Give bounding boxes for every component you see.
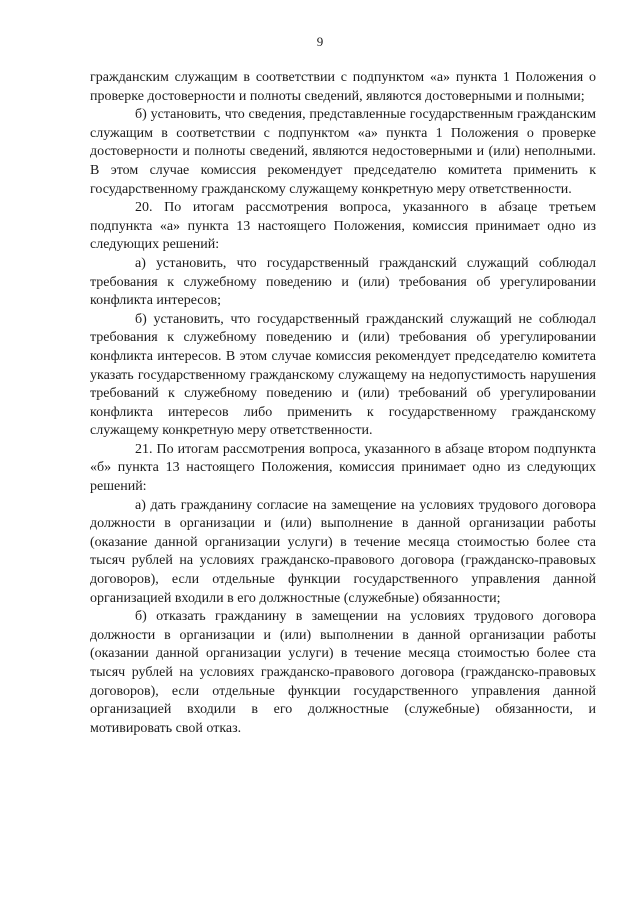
paragraph: б) отказать гражданину в замещении на условиях трудового договора должности в организации и (или) выполнении в данной организации работы (оказании данной организации услуги) в течение месяца стоимостью более ста тысяч рублей на условиях гражданско-правового договора (гражданско-правовых договоров), если отдельные функции государственного управления данной организацией входили в его должностные (служебные) обязанности, и мотивировать свой отказ. [90, 609, 596, 736]
paragraph: б) установить, что государственный гражданский служащий не соблюдал требования к служебному поведению и (или) требования об урегулировании конфликта интересов. В этом случае комиссия рекомендует председателю комитета указать государственному гражданскому служащему на недопустимость нарушения требований к служебному поведению и (или) требований об урегулировании конфликта интересов либо применить к государственному гражданскому служащему конкретную меру ответственности. [90, 311, 596, 439]
page-number: 9 [316, 34, 324, 49]
paragraph: а) дать гражданину согласие на замещение на условиях трудового договора должности в организации и (или) выполнение в данной организации работы (оказание данной организации услуги) в течение месяца стоимостью более ста тысяч рублей на условиях гражданско-правового договора (гражданско-правовых договоров), если отдельные функции государственного управления данной организацией входили в его должностные (служебные) обязанности; [90, 497, 596, 606]
paragraph: а) установить, что государственный гражданский служащий соблюдал требования к служебному поведению и (или) требования об урегулировании конфликта интересов; [90, 255, 596, 309]
document-body [90, 69, 596, 738]
paragraph: 21. По итогам рассмотрения вопроса, указанного в абзаце втором подпункта «б» пункта 13 настоящего Положения, комиссия принимает одно из следующих решений: [90, 441, 596, 495]
paragraph: гражданским служащим в соответствии с подпунктом «а» пункта 1 Положения о проверке достоверности и полноты сведений, являются достоверными и полными; [90, 70, 596, 104]
paragraph: б) установить, что сведения, представленные государственным гражданским служащим в соответствии с подпунктом «а» пункта 1 Положения о проверке достоверности и полноты сведений, являются недостоверными и (или) неполными. В этом случае комиссия рекомендует председателю комитета применить к государственному гражданскому служащему конкретную меру ответственности. [90, 107, 596, 197]
paragraph: 20. По итогам рассмотрения вопроса, указанного в абзаце третьем подпункта «а» пункта 13 настоящего Положения, комиссия принимает одно из следующих решений: [90, 200, 596, 253]
